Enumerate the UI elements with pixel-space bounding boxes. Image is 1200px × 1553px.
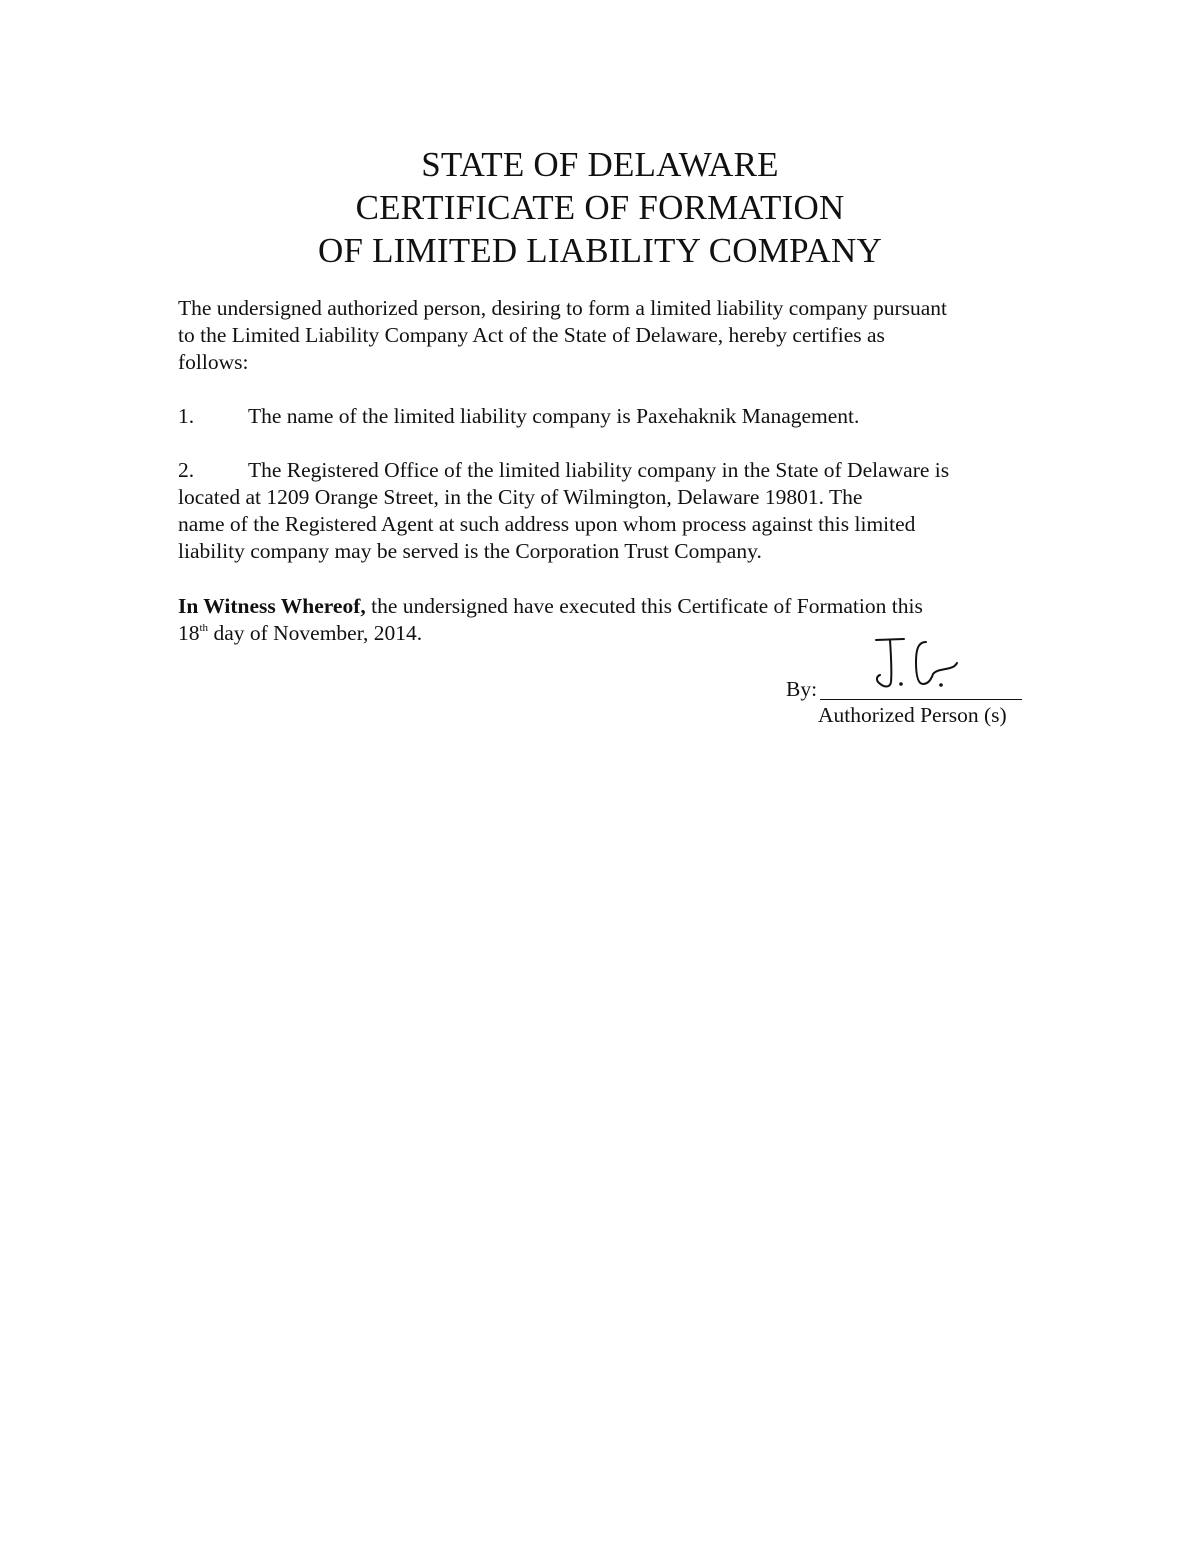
item-number: 1. — [178, 404, 195, 428]
witness-day: 18 — [178, 621, 200, 645]
intro-line: The undersigned authorized person, desiring to form a limited liability company pursuant — [178, 296, 948, 320]
intro-paragraph — [178, 295, 1038, 376]
by-label: By: — [786, 677, 818, 701]
item-1-paragraph — [178, 403, 1038, 430]
witness-lead: In Witness Whereof, — [178, 594, 366, 618]
item-2-paragraph — [178, 457, 1038, 565]
item-line: name of the Registered Agent at such address upon whom process against this limited — [178, 512, 916, 536]
handwritten-signature — [866, 630, 976, 696]
signature-block — [786, 630, 1046, 740]
item-text: The Registered Office of the limited liability company in the State of Delaware is — [248, 458, 950, 482]
authorized-person-caption: Authorized Person (s) — [818, 703, 1007, 727]
title-line: OF LIMITED LIABILITY COMPANY — [318, 231, 882, 270]
witness-day-suffix: th — [199, 622, 209, 634]
intro-line: follows: — [178, 350, 249, 374]
item-line: liability company may be served is the Corporation Trust Company. — [178, 539, 762, 563]
document-title — [0, 143, 1200, 272]
item-number: 2. — [178, 458, 195, 482]
title-line: STATE OF DELAWARE — [421, 145, 779, 184]
title-line: CERTIFICATE OF FORMATION — [355, 188, 845, 227]
witness-date-text: day of November, 2014. — [208, 621, 423, 645]
item-line: located at 1209 Orange Street, in the City of Wilmington, Delaware 19801. The — [178, 485, 863, 509]
signature-line — [820, 699, 1022, 700]
item-text: The name of the limited liability company is Paxehaknik Management. — [248, 404, 860, 428]
witness-text: the undersigned have executed this Certificate of Formation this — [365, 594, 923, 618]
intro-line: to the Limited Liability Company Act of the State of Delaware, hereby certifies as — [178, 323, 885, 347]
